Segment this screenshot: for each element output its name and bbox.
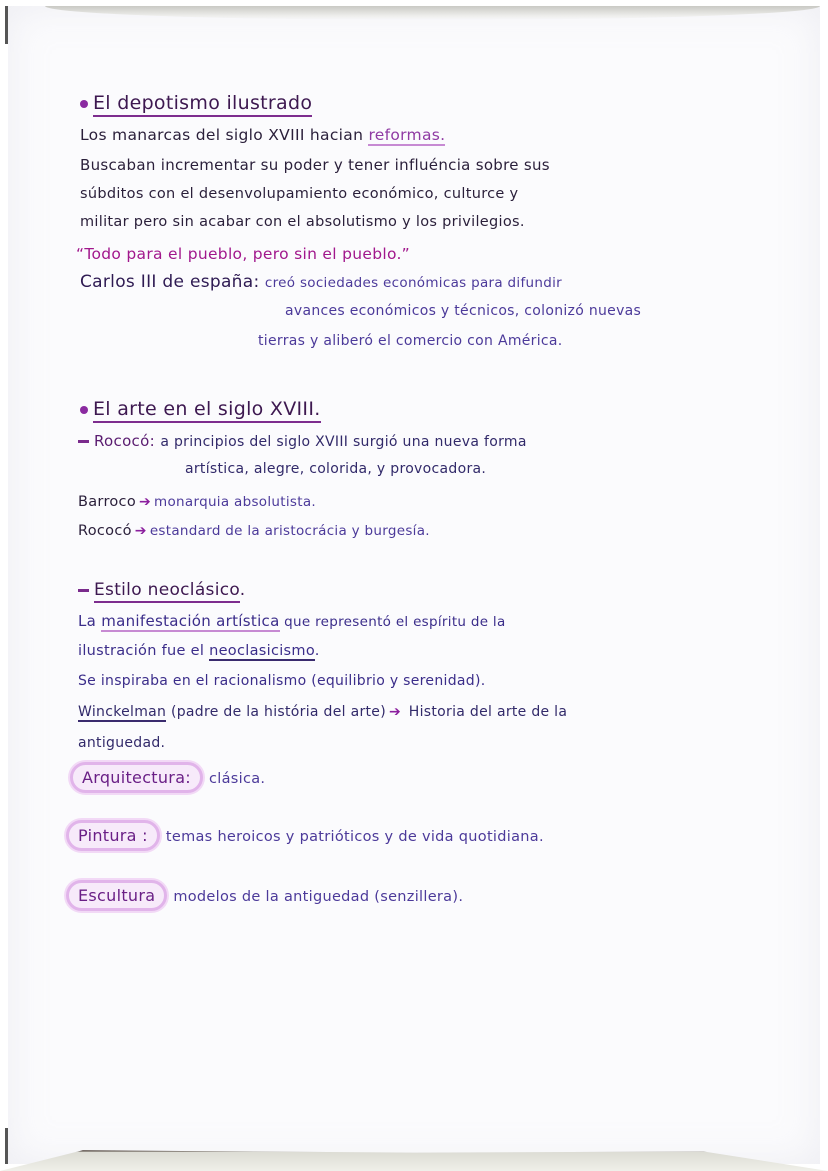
page-bottom-left-edge bbox=[5, 1128, 8, 1164]
highlighted-word: reformas. bbox=[368, 126, 446, 144]
rococo-line bbox=[78, 431, 527, 450]
text-span: . bbox=[314, 643, 320, 659]
text-line bbox=[78, 643, 320, 659]
text-line: súbditos con el desenvolupamiento económico, culturce y bbox=[80, 186, 519, 202]
comparison-label: Barroco bbox=[78, 494, 136, 510]
comparison-label: Rococó bbox=[78, 523, 132, 539]
bullet-icon bbox=[80, 406, 88, 414]
carlos-line bbox=[80, 272, 562, 292]
text-line bbox=[78, 704, 567, 720]
text-line: tierras y aliberó el comercio con América. bbox=[258, 333, 563, 349]
heading-text: El depotismo ilustrado bbox=[93, 92, 312, 117]
cloud-text: modelos de la antiguedad (senzillera). bbox=[173, 889, 464, 905]
section-heading-neoclasico bbox=[78, 580, 245, 600]
comparison-text: monarquia absolutista. bbox=[154, 494, 316, 510]
cloud-line-arquitectura bbox=[70, 762, 265, 793]
rococo-label: Rococó: bbox=[94, 432, 155, 450]
section-heading-arte bbox=[80, 398, 321, 420]
cloud-line-pintura bbox=[66, 820, 544, 851]
arrow-right-icon: ➔ bbox=[134, 523, 147, 539]
highlighted-phrase: manifestación artística bbox=[101, 612, 280, 630]
text-span: a principios del siglo XVIII surgió una nueva forma bbox=[160, 434, 527, 450]
dash-icon bbox=[78, 440, 89, 443]
arrow-right-icon: ➔ bbox=[388, 704, 402, 720]
text-line: Buscaban incrementar su poder y tener influéncia sobre sus bbox=[80, 156, 550, 174]
text-span: La bbox=[78, 612, 102, 630]
text-span: (padre de la história del arte) bbox=[166, 704, 386, 720]
cloud-label: Arquitectura: bbox=[70, 762, 203, 793]
heading-text: Estilo neoclásico bbox=[94, 580, 240, 603]
text-span: Los manarcas del siglo XVIII hacian bbox=[80, 126, 369, 144]
text-line bbox=[80, 126, 445, 144]
text-line: artística, alegre, colorida, y provocadora. bbox=[185, 461, 487, 477]
text-line: militar pero sin acabar con el absolutismo y los privilegios. bbox=[80, 214, 525, 230]
text-line: Se inspiraba en el racionalismo (equilibrio y serenidad). bbox=[78, 673, 486, 689]
comparison-line bbox=[78, 491, 316, 510]
text-span: creó sociedades económicas para difundir bbox=[264, 275, 562, 291]
cloud-label: Escultura bbox=[66, 880, 167, 911]
comparison-line bbox=[78, 520, 430, 539]
cloud-text: clásica. bbox=[209, 771, 266, 787]
dash-icon bbox=[78, 589, 89, 592]
quote-text: “Todo para el pueblo, pero sin el pueblo.” bbox=[76, 245, 411, 263]
comparison-text: estandard de la aristocrácia y burgesía. bbox=[149, 523, 430, 539]
page-left-edge bbox=[5, 6, 8, 44]
text-line bbox=[78, 612, 506, 630]
section-heading-depotismo bbox=[80, 92, 312, 114]
carlos-label: Carlos III de españa: bbox=[80, 272, 260, 292]
cloud-label: Pintura : bbox=[66, 820, 160, 851]
text-span: que representó el espíritu de la bbox=[279, 614, 506, 630]
cloud-text: temas heroicos y patrióticos y de vida quotidiana. bbox=[165, 829, 544, 845]
cloud-line-escultura bbox=[66, 880, 463, 911]
text-line: avances económicos y técnicos, colonizó nuevas bbox=[285, 303, 642, 319]
heading-text: El arte en el siglo XVIII. bbox=[93, 398, 321, 423]
heading-suffix: . bbox=[239, 580, 246, 600]
text-line: antiguedad. bbox=[78, 735, 166, 751]
arrow-right-icon: ➔ bbox=[139, 494, 152, 510]
bullet-icon bbox=[80, 100, 88, 108]
text-span: ilustración fue el bbox=[78, 643, 210, 659]
text-span: Historia del arte de la bbox=[404, 704, 568, 720]
highlighted-word: neoclasicismo bbox=[209, 643, 315, 659]
highlighted-name: Winckelman bbox=[78, 704, 167, 720]
